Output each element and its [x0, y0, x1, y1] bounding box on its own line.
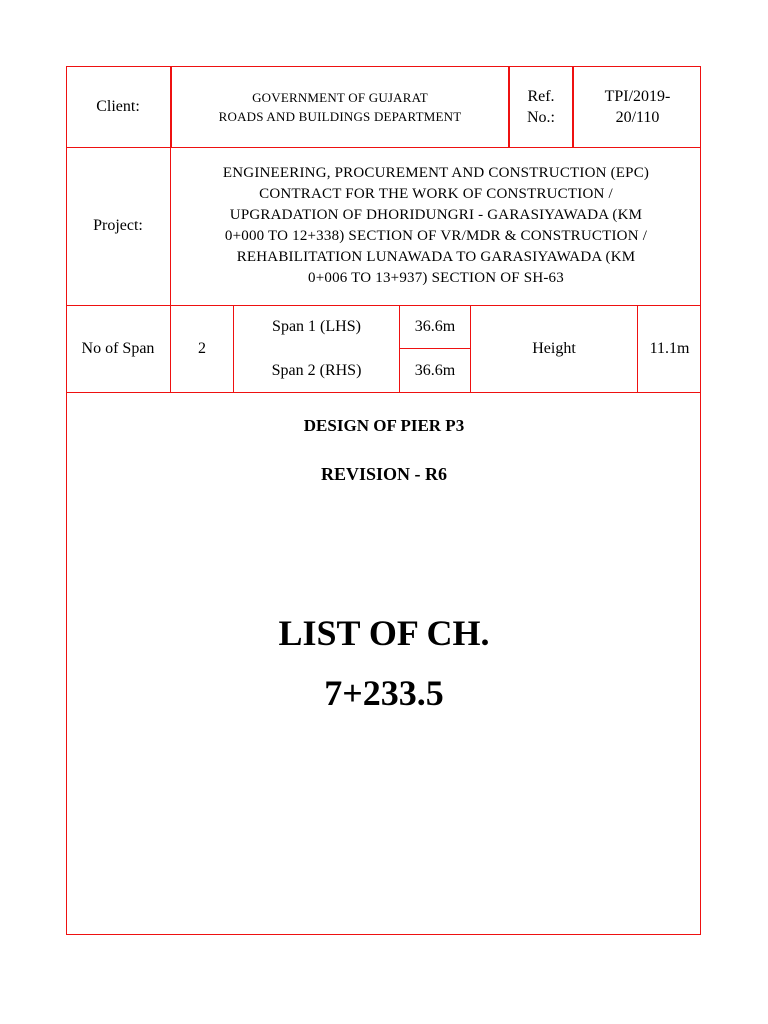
ref-value-line-2: 20/110 — [615, 108, 660, 126]
project-description — [171, 150, 701, 302]
span-count-value: 2 — [198, 339, 206, 357]
project-line-3: UPGRADATION OF DHORIDUNGRI - GARASIYAWADA (KM — [229, 207, 643, 223]
height-label: Height — [532, 339, 576, 357]
span2-value: 36.6m — [414, 361, 456, 379]
chainage-value: 7+233.5 — [324, 673, 444, 713]
revision-label: REVISION - R6 — [320, 464, 448, 484]
client-line-1: GOVERNMENT OF GUJARAT — [252, 89, 428, 105]
list-title: LIST OF CH. — [278, 613, 490, 653]
client-label: Client: — [96, 97, 140, 115]
client-line-2: ROADS AND BUILDINGS DEPARTMENT — [218, 108, 462, 124]
project-line-2: CONTRACT FOR THE WORK OF CONSTRUCTION / — [259, 186, 613, 202]
row-divider-3 — [66, 392, 701, 393]
ref-label-line-2: No.: — [527, 108, 555, 126]
ref-label — [510, 66, 572, 147]
project-line-1: ENGINEERING, PROCUREMENT AND CONSTRUCTION (EPC) — [222, 165, 650, 181]
design-title: DESIGN OF PIER P3 — [303, 416, 465, 435]
client-name — [172, 66, 508, 147]
span1-label: Span 1 (LHS) — [272, 317, 361, 335]
ref-value — [574, 66, 701, 147]
ref-value-line-1: TPI/2019- — [604, 87, 671, 105]
project-line-6: 0+006 TO 13+937) SECTION OF SH-63 — [308, 270, 564, 286]
project-line-4: 0+000 TO 12+338) SECTION OF VR/MDR & CONSTRUCTION / — [224, 228, 648, 244]
project-label: Project: — [93, 217, 143, 234]
span-count-label: No of Span — [81, 339, 155, 357]
height-value: 11.1m — [649, 339, 690, 357]
span2-label: Span 2 (RHS) — [271, 361, 362, 379]
project-line-5: REHABILITATION LUNAWADA TO GARASIYAWADA (KM — [236, 249, 636, 265]
span1-value: 36.6m — [414, 317, 456, 335]
ref-label-line-1: Ref. — [527, 87, 555, 105]
